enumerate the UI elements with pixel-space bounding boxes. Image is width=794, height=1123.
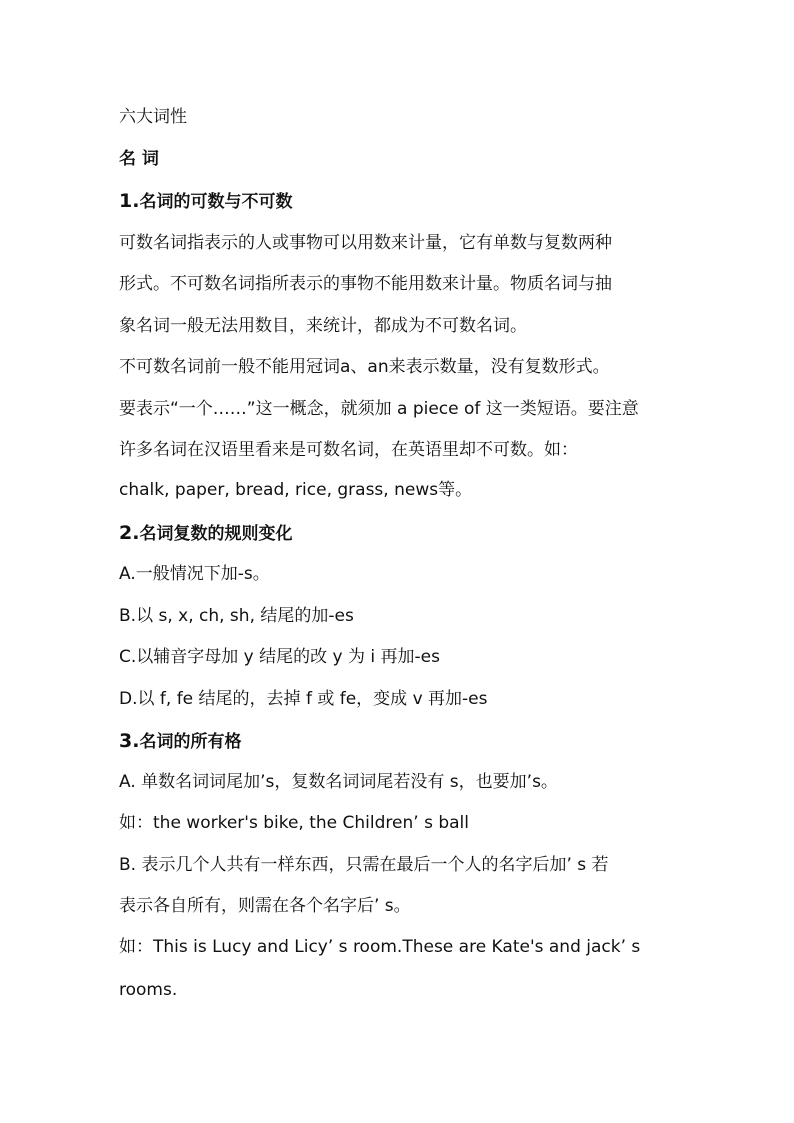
paragraph-line: chalk, paper, bread, rice, grass, news等。	[119, 480, 473, 500]
list-item: B.以 s, x, ch, sh, 结尾的加-es	[119, 606, 354, 626]
section-heading-plural	[119, 522, 719, 545]
paragraph-line: 象名词一般无法用数目，来统计，都成为不可数名词。	[119, 316, 527, 336]
paragraph-line: 表示各自所有，则需在各个名字后’ s。	[119, 896, 411, 916]
example-line: 如：the worker's bike, the Children’ s ball	[119, 813, 469, 833]
paragraph-line: 许多名词在汉语里看来是可数名词，在英语里却不可数。如：	[119, 440, 578, 460]
document-subtitle: 名 词	[119, 149, 159, 169]
section-heading-possessive	[119, 730, 719, 753]
paragraph-line: 可数名词指表示的人或事物可以用数来计量，它有单数与复数两种	[119, 233, 612, 253]
section-title: 名词的所有格	[139, 732, 242, 752]
paragraph-line: 形式。不可数名词指所表示的事物不能用数来计量。物质名词与抽	[119, 274, 612, 294]
list-item: A.一般情况下加-s。	[119, 564, 270, 584]
paragraph-line: 不可数名词前一般不能用冠词a、an来表示数量，没有复数形式。	[119, 357, 610, 377]
list-item: D.以 f, fe 结尾的，去掉 f 或 fe，变成 v 再加-es	[119, 689, 488, 709]
paragraph-line: B. 表示几个人共有一样东西，只需在最后一个人的名字后加’ s 若	[119, 855, 609, 875]
section-number: 3.	[119, 730, 140, 752]
document-title: 六大词性	[119, 107, 187, 127]
example-line: 如：This is Lucy and Licy’ s room.These are Kate's and jack’ s	[119, 937, 641, 957]
example-line: rooms.	[119, 980, 178, 1000]
paragraph-line: A. 单数名词词尾加’s，复数名词词尾若没有 s，也要加’s。	[119, 772, 558, 792]
list-item: C.以辅音字母加 y 结尾的改 y 为 i 再加-es	[119, 647, 440, 667]
section-title: 名词的可数与不可数	[139, 192, 293, 212]
section-number: 2.	[119, 522, 140, 544]
section-number: 1.	[119, 190, 140, 212]
paragraph-line: 要表示“一个……”这一概念，就须加 a piece of 这一类短语。要注意	[119, 399, 639, 419]
section-heading-countable	[119, 190, 719, 213]
section-title: 名词复数的规则变化	[139, 524, 293, 544]
